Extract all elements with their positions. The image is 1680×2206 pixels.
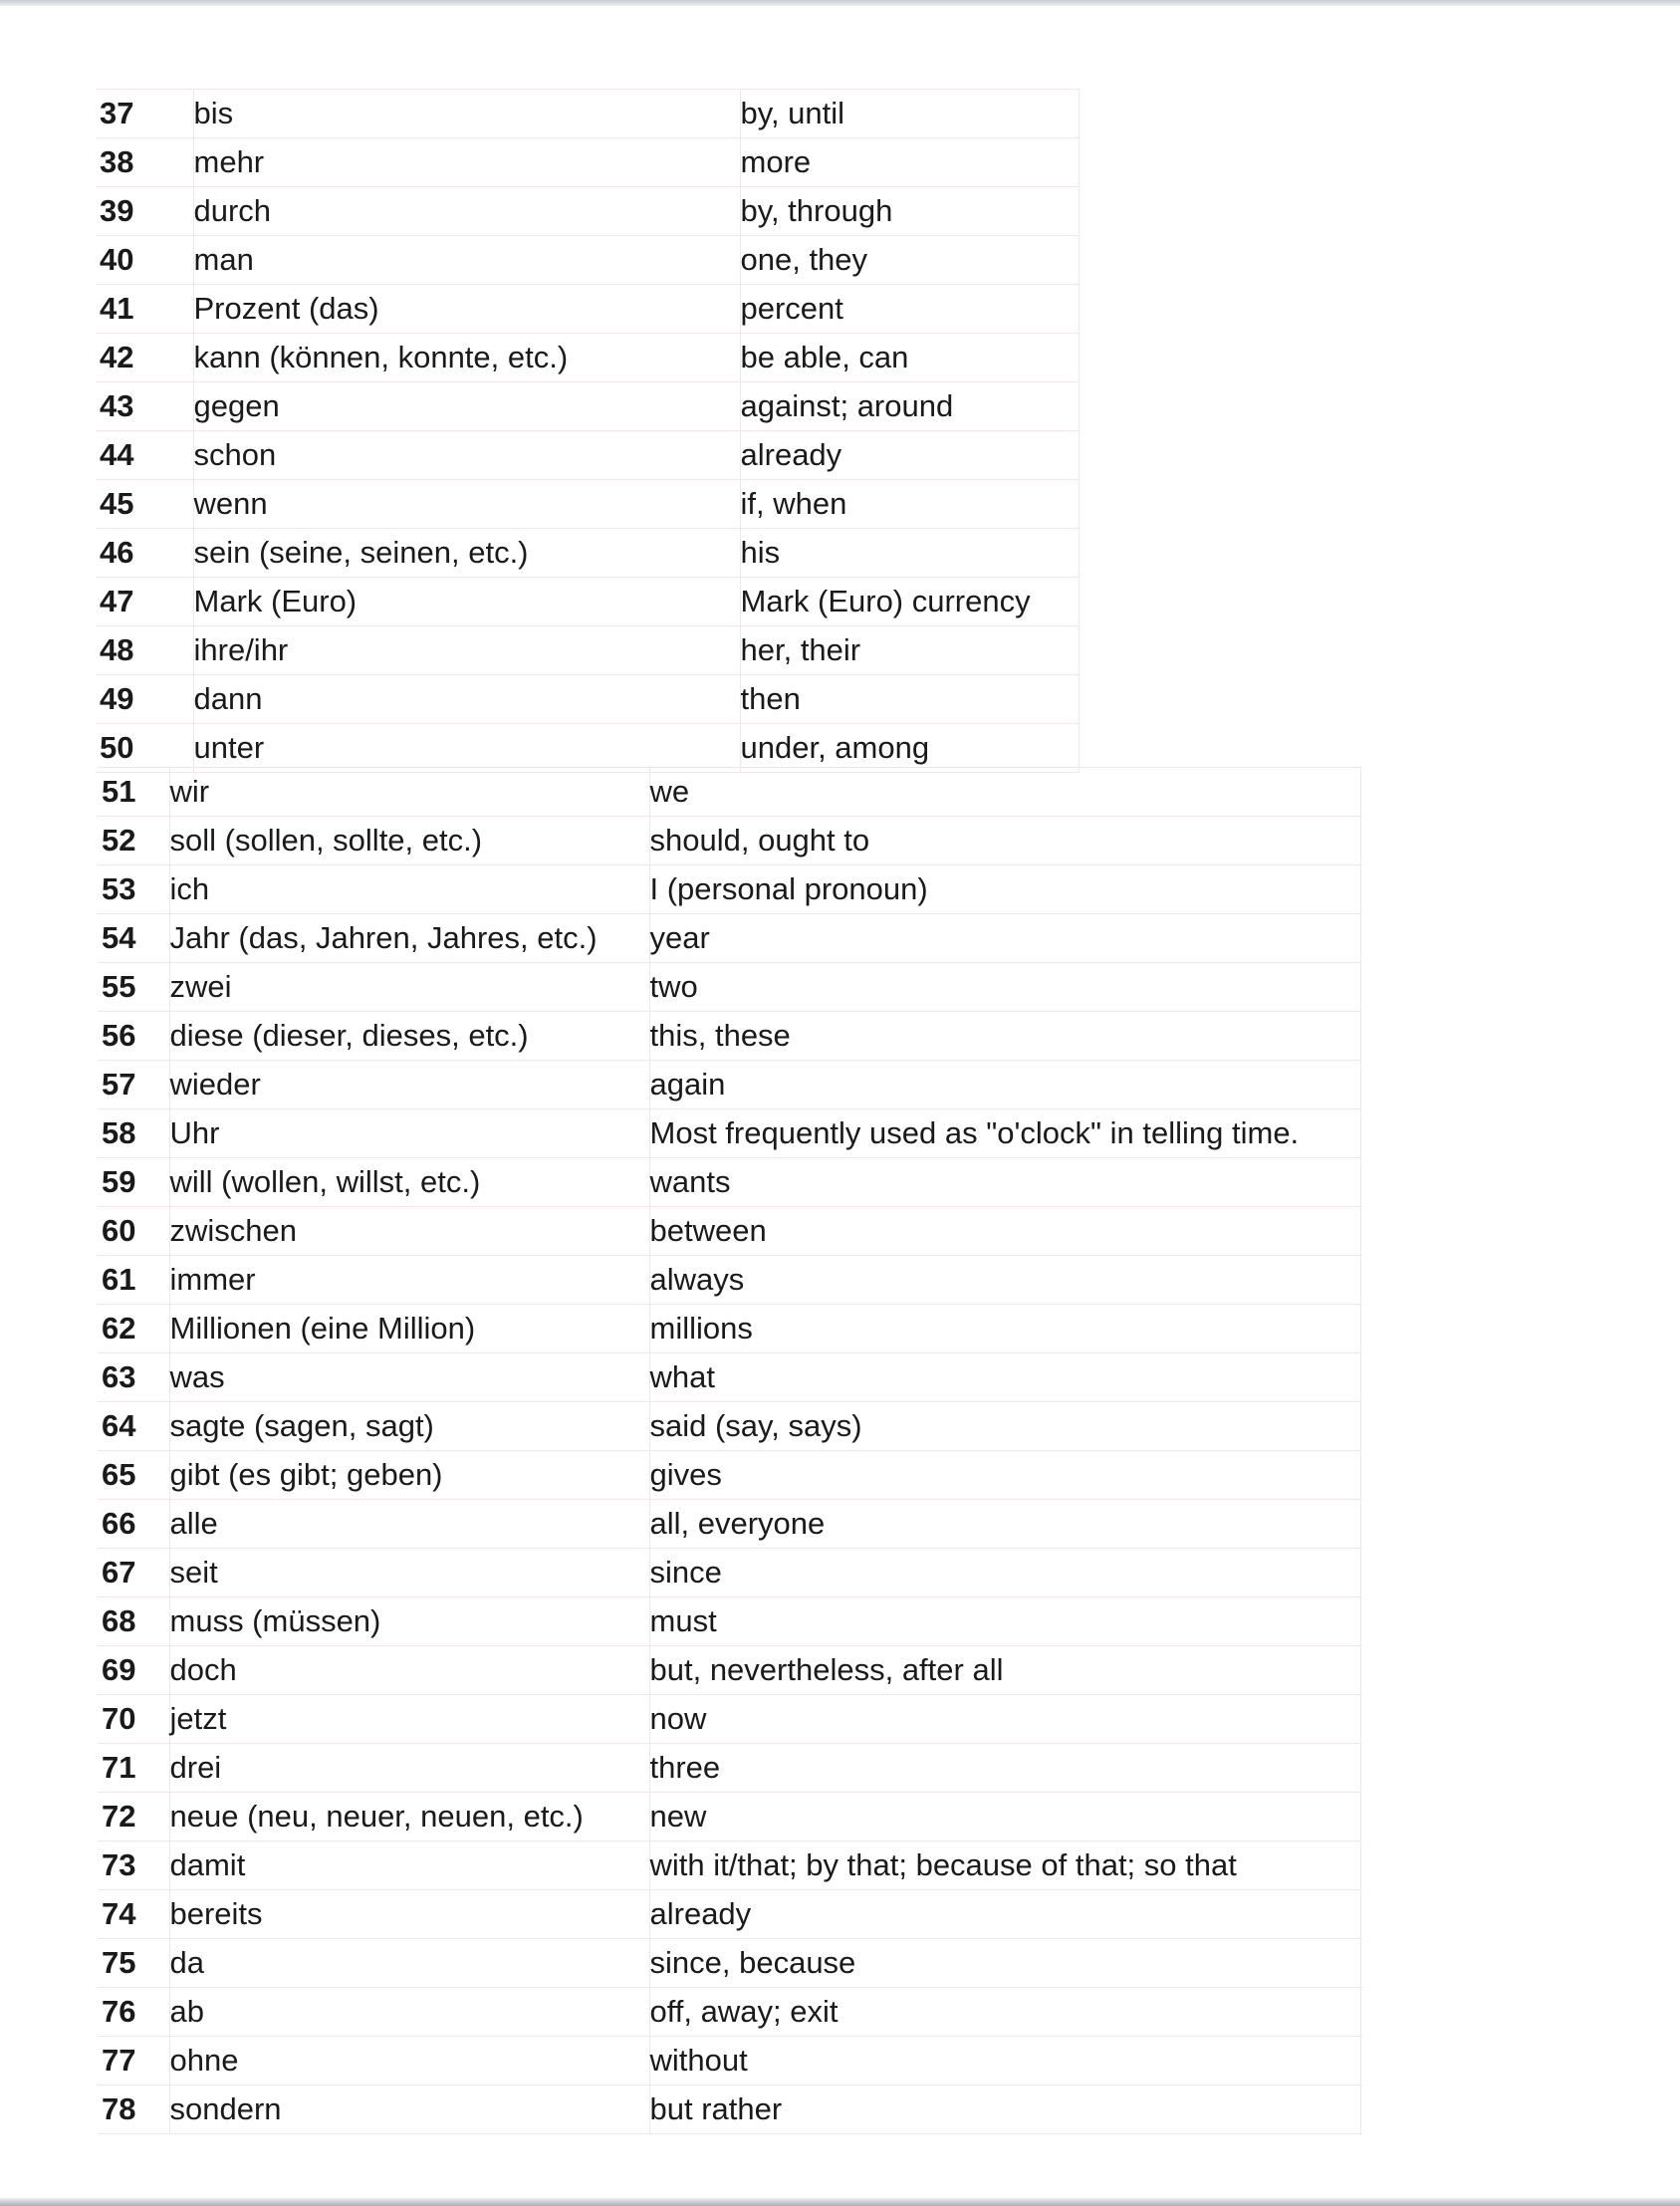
german-word: Mark (Euro) <box>193 578 740 626</box>
german-word: immer <box>169 1256 649 1305</box>
german-word: damit <box>169 1841 649 1890</box>
table-row <box>98 1988 1360 2037</box>
table-row <box>98 1549 1360 1597</box>
vocabulary-table-51-78 <box>98 767 1361 2134</box>
german-word: ihre/ihr <box>193 626 740 675</box>
english-meaning: be able, can <box>740 334 1079 382</box>
english-meaning: by, through <box>740 187 1079 236</box>
table-row <box>96 90 1079 138</box>
word-number: 67 <box>98 1549 169 1597</box>
table-row <box>98 1646 1360 1695</box>
english-meaning: Mark (Euro) currency <box>740 578 1079 626</box>
german-word: bereits <box>169 1890 649 1939</box>
table-row <box>96 334 1079 382</box>
word-number: 56 <box>98 1012 169 1061</box>
word-number: 66 <box>98 1500 169 1549</box>
german-word: seit <box>169 1549 649 1597</box>
word-number: 49 <box>96 675 193 724</box>
english-meaning: under, among <box>740 724 1079 773</box>
german-word: muss (müssen) <box>169 1597 649 1646</box>
word-number: 63 <box>98 1353 169 1402</box>
table-row <box>98 1061 1360 1109</box>
table-row <box>96 529 1079 578</box>
word-number: 55 <box>98 963 169 1012</box>
word-number: 54 <box>98 914 169 963</box>
scan-edge-bottom <box>0 2198 1680 2206</box>
english-meaning: between <box>649 1207 1360 1256</box>
table-row <box>98 1353 1360 1402</box>
english-meaning: again <box>649 1061 1360 1109</box>
word-number: 40 <box>96 236 193 285</box>
word-number: 57 <box>98 1061 169 1109</box>
word-number: 76 <box>98 1988 169 2037</box>
table-row <box>98 1158 1360 1207</box>
table-row <box>98 1939 1360 1988</box>
german-word: dann <box>193 675 740 724</box>
english-meaning: off, away; exit <box>649 1988 1360 2037</box>
table-body <box>98 768 1360 2134</box>
german-word: wir <box>169 768 649 817</box>
word-number: 51 <box>98 768 169 817</box>
english-meaning: now <box>649 1695 1360 1744</box>
german-word: drei <box>169 1744 649 1793</box>
table-row <box>98 1109 1360 1158</box>
english-meaning: with it/that; by that; because of that; so that <box>649 1841 1360 1890</box>
german-word: wieder <box>169 1061 649 1109</box>
english-meaning: without <box>649 2037 1360 2085</box>
english-meaning: Most frequently used as "o'clock" in telling time. <box>649 1109 1360 1158</box>
german-word: sondern <box>169 2085 649 2134</box>
word-number: 43 <box>96 382 193 431</box>
word-number: 47 <box>96 578 193 626</box>
english-meaning: millions <box>649 1305 1360 1353</box>
word-number: 64 <box>98 1402 169 1451</box>
word-number: 58 <box>98 1109 169 1158</box>
english-meaning: but rather <box>649 2085 1360 2134</box>
english-meaning: all, everyone <box>649 1500 1360 1549</box>
table-body <box>96 90 1079 773</box>
english-meaning: must <box>649 1597 1360 1646</box>
word-number: 45 <box>96 480 193 529</box>
word-number: 71 <box>98 1744 169 1793</box>
english-meaning: by, until <box>740 90 1079 138</box>
table-row <box>96 285 1079 334</box>
english-meaning: since, because <box>649 1939 1360 1988</box>
table-row <box>96 675 1079 724</box>
english-meaning: wants <box>649 1158 1360 1207</box>
german-word: ab <box>169 1988 649 2037</box>
english-meaning: already <box>649 1890 1360 1939</box>
word-number: 44 <box>96 431 193 480</box>
word-number: 78 <box>98 2085 169 2134</box>
table-row <box>98 1256 1360 1305</box>
english-meaning: two <box>649 963 1360 1012</box>
german-word: wenn <box>193 480 740 529</box>
english-meaning: since <box>649 1549 1360 1597</box>
german-word: Prozent (das) <box>193 285 740 334</box>
table-row <box>98 1890 1360 1939</box>
english-meaning: his <box>740 529 1079 578</box>
table-row <box>98 1695 1360 1744</box>
word-number: 42 <box>96 334 193 382</box>
german-word: was <box>169 1353 649 1402</box>
german-word: gegen <box>193 382 740 431</box>
german-word: doch <box>169 1646 649 1695</box>
german-word: durch <box>193 187 740 236</box>
english-meaning: but, nevertheless, after all <box>649 1646 1360 1695</box>
table-row <box>98 1500 1360 1549</box>
table-row <box>96 431 1079 480</box>
table-row <box>98 1012 1360 1061</box>
english-meaning: if, when <box>740 480 1079 529</box>
word-number: 61 <box>98 1256 169 1305</box>
english-meaning: against; around <box>740 382 1079 431</box>
german-word: kann (können, konnte, etc.) <box>193 334 740 382</box>
table-row <box>96 382 1079 431</box>
word-number: 65 <box>98 1451 169 1500</box>
word-number: 60 <box>98 1207 169 1256</box>
word-number: 74 <box>98 1890 169 1939</box>
german-word: bis <box>193 90 740 138</box>
english-meaning: percent <box>740 285 1079 334</box>
table-row <box>98 1207 1360 1256</box>
table-row <box>98 1402 1360 1451</box>
word-number: 62 <box>98 1305 169 1353</box>
word-number: 52 <box>98 817 169 865</box>
english-meaning: always <box>649 1256 1360 1305</box>
word-number: 68 <box>98 1597 169 1646</box>
german-word: unter <box>193 724 740 773</box>
english-meaning: gives <box>649 1451 1360 1500</box>
german-word: will (wollen, willst, etc.) <box>169 1158 649 1207</box>
german-word: neue (neu, neuer, neuen, etc.) <box>169 1793 649 1841</box>
table-row <box>96 724 1079 773</box>
english-meaning: one, they <box>740 236 1079 285</box>
word-number: 75 <box>98 1939 169 1988</box>
word-number: 77 <box>98 2037 169 2085</box>
table-row <box>98 1451 1360 1500</box>
table-row <box>96 236 1079 285</box>
table-row <box>98 1305 1360 1353</box>
word-number: 41 <box>96 285 193 334</box>
german-word: da <box>169 1939 649 1988</box>
word-number: 37 <box>96 90 193 138</box>
english-meaning: her, their <box>740 626 1079 675</box>
german-word: soll (sollen, sollte, etc.) <box>169 817 649 865</box>
english-meaning: year <box>649 914 1360 963</box>
german-word: zwei <box>169 963 649 1012</box>
table-row <box>98 2085 1360 2134</box>
english-meaning: already <box>740 431 1079 480</box>
table-row <box>98 2037 1360 2085</box>
word-number: 46 <box>96 529 193 578</box>
german-word: schon <box>193 431 740 480</box>
word-number: 38 <box>96 138 193 187</box>
table-row <box>98 1597 1360 1646</box>
german-word: ohne <box>169 2037 649 2085</box>
word-number: 50 <box>96 724 193 773</box>
german-word: jetzt <box>169 1695 649 1744</box>
german-word: zwischen <box>169 1207 649 1256</box>
word-number: 70 <box>98 1695 169 1744</box>
english-meaning: said (say, says) <box>649 1402 1360 1451</box>
scan-edge-top <box>0 0 1680 6</box>
vocabulary-table-37-50 <box>96 89 1080 773</box>
table-row <box>98 865 1360 914</box>
word-number: 48 <box>96 626 193 675</box>
table-row <box>96 138 1079 187</box>
english-meaning: more <box>740 138 1079 187</box>
table-row <box>98 1744 1360 1793</box>
word-number: 72 <box>98 1793 169 1841</box>
english-meaning: then <box>740 675 1079 724</box>
english-meaning: three <box>649 1744 1360 1793</box>
word-number: 59 <box>98 1158 169 1207</box>
word-number: 53 <box>98 865 169 914</box>
german-word: Uhr <box>169 1109 649 1158</box>
english-meaning: this, these <box>649 1012 1360 1061</box>
english-meaning: I (personal pronoun) <box>649 865 1360 914</box>
english-meaning: we <box>649 768 1360 817</box>
german-word: mehr <box>193 138 740 187</box>
english-meaning: should, ought to <box>649 817 1360 865</box>
german-word: gibt (es gibt; geben) <box>169 1451 649 1500</box>
german-word: alle <box>169 1500 649 1549</box>
german-word: Millionen (eine Million) <box>169 1305 649 1353</box>
table-row <box>98 1793 1360 1841</box>
german-word: man <box>193 236 740 285</box>
german-word: sein (seine, seinen, etc.) <box>193 529 740 578</box>
table-row <box>96 187 1079 236</box>
table-row <box>96 480 1079 529</box>
table-row <box>96 626 1079 675</box>
table-row <box>98 817 1360 865</box>
table-row <box>98 963 1360 1012</box>
german-word: diese (dieser, dieses, etc.) <box>169 1012 649 1061</box>
table-row <box>98 1841 1360 1890</box>
german-word: sagte (sagen, sagt) <box>169 1402 649 1451</box>
word-number: 73 <box>98 1841 169 1890</box>
english-meaning: what <box>649 1353 1360 1402</box>
german-word: Jahr (das, Jahren, Jahres, etc.) <box>169 914 649 963</box>
german-word: ich <box>169 865 649 914</box>
table-row <box>98 768 1360 817</box>
word-number: 69 <box>98 1646 169 1695</box>
table-row <box>98 914 1360 963</box>
english-meaning: new <box>649 1793 1360 1841</box>
table-row <box>96 578 1079 626</box>
word-number: 39 <box>96 187 193 236</box>
